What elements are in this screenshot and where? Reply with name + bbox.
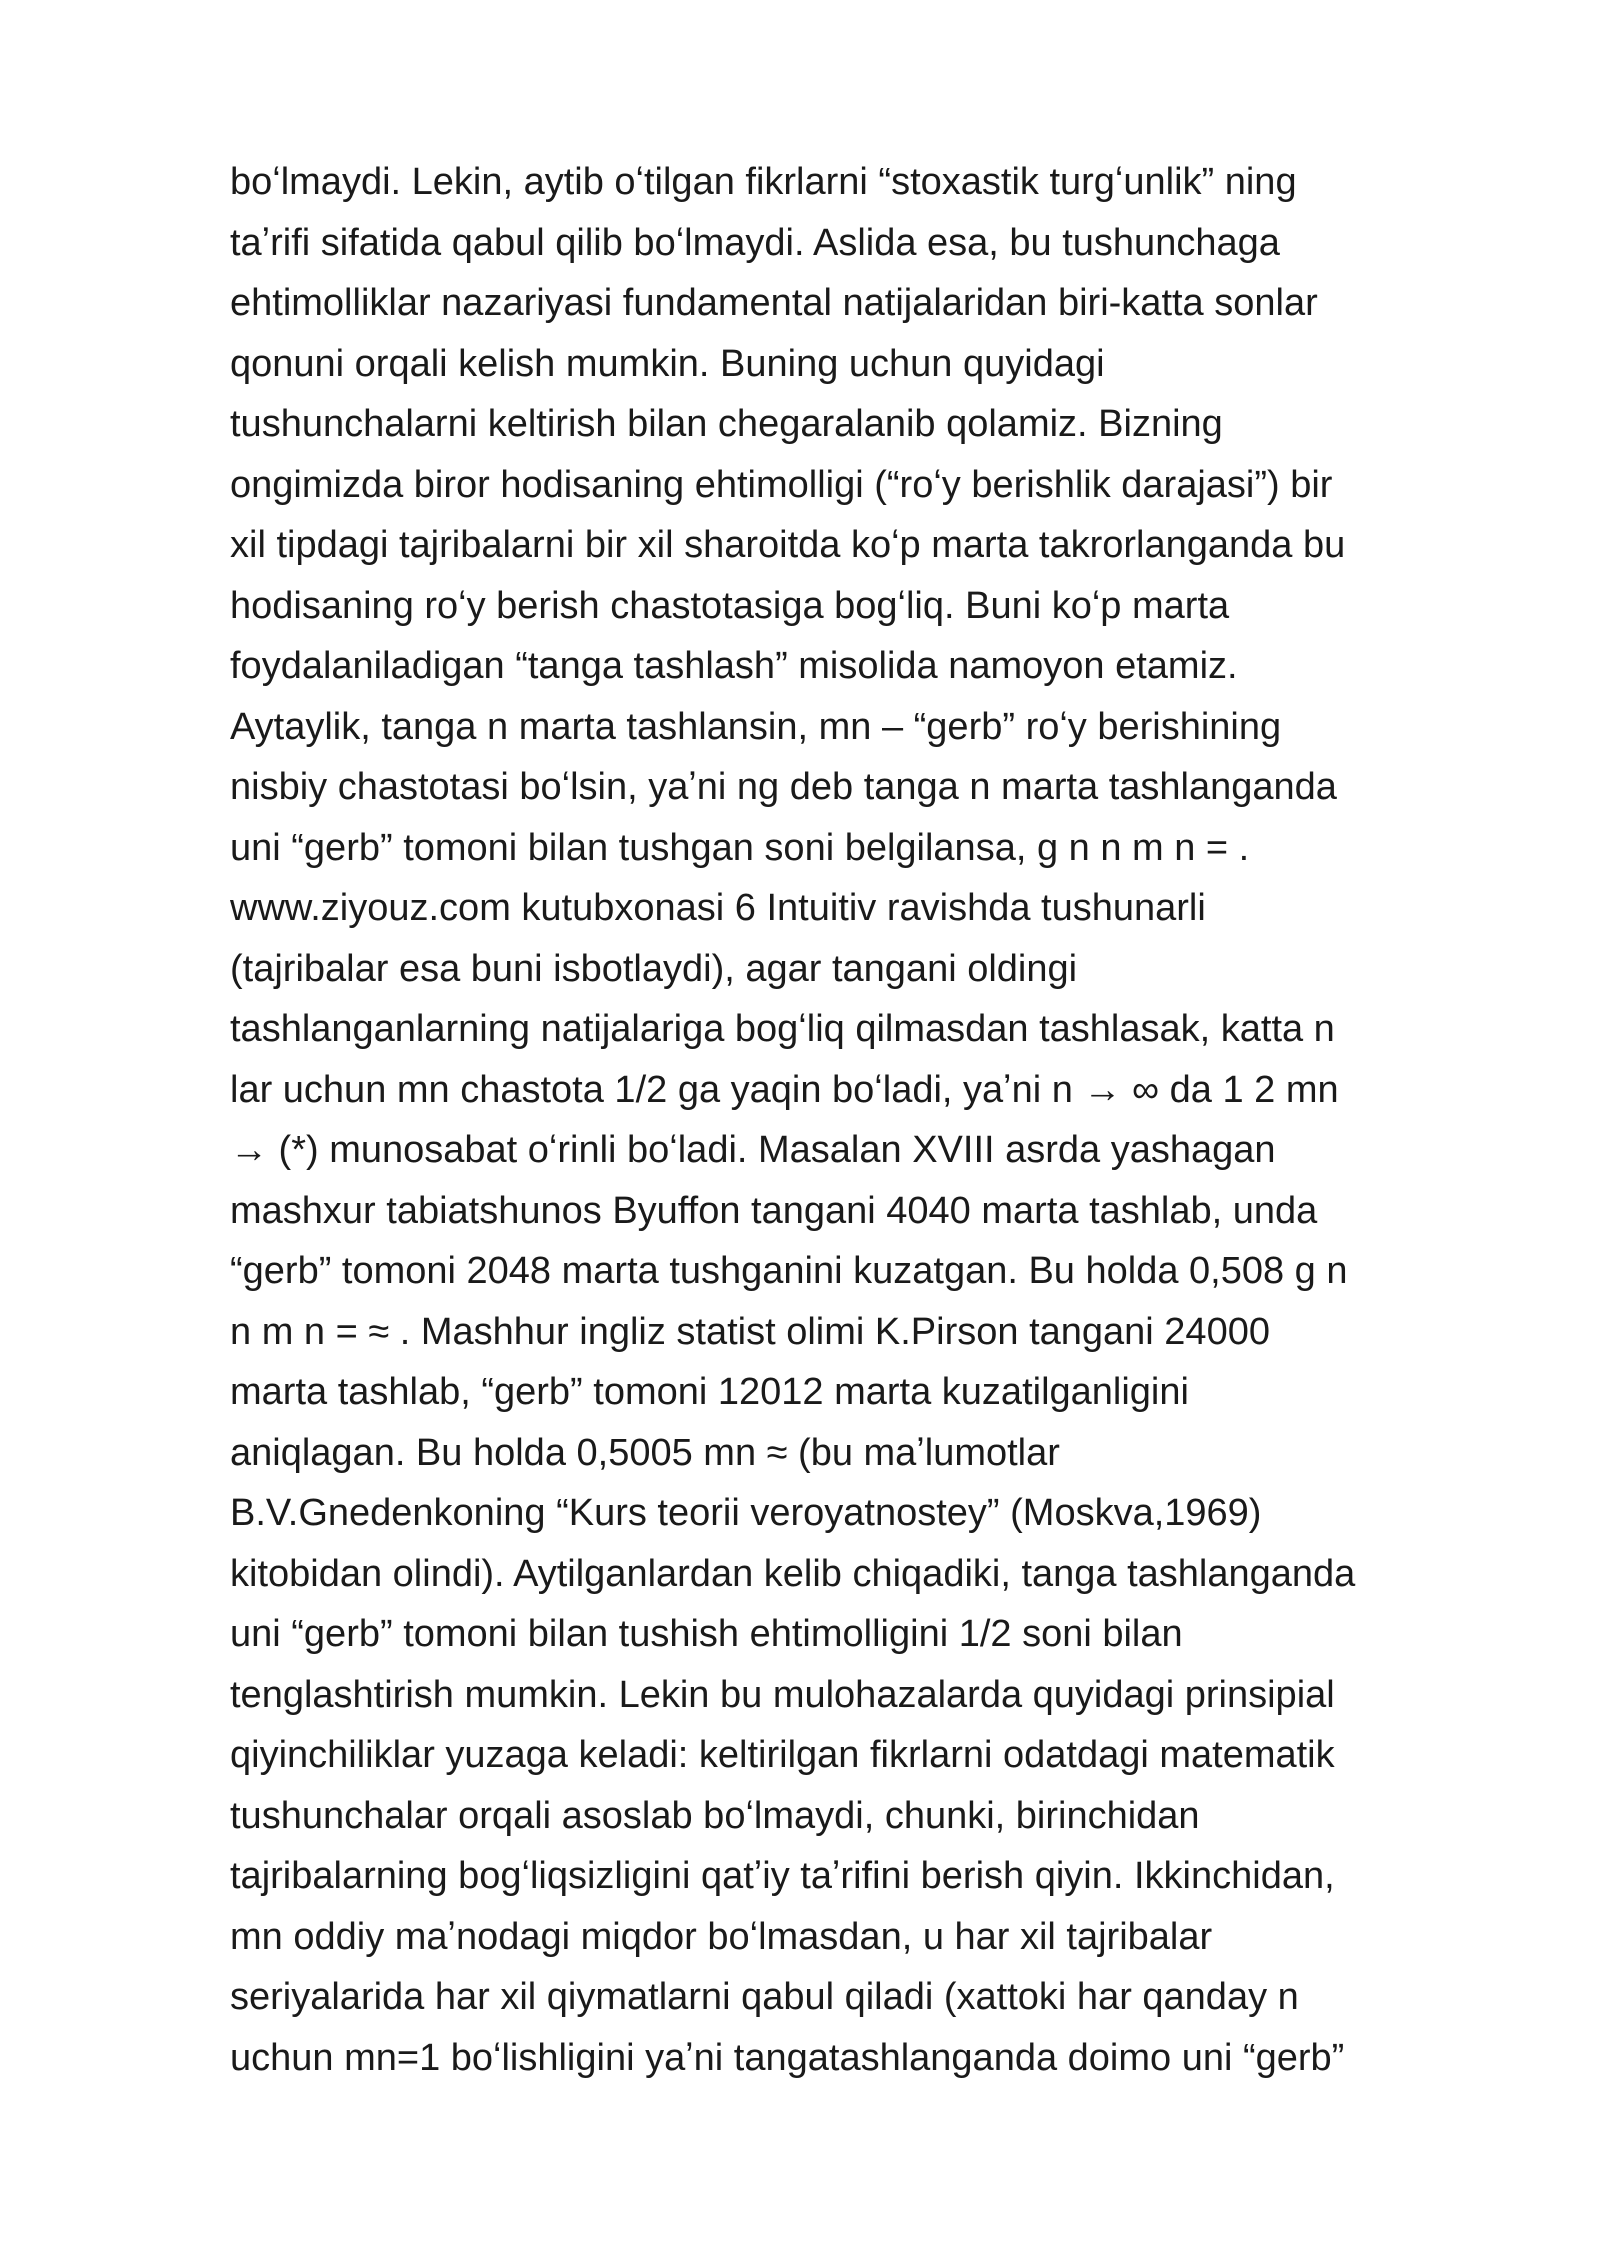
text-line: www.ziyouz.com kutubxonasi 6 Intuitiv ravishda tushunarli xyxy=(230,887,1206,929)
text-line: tajribalarning bogʻliqsizligini qatʼiy taʼrifini berish qiyin. Ikkinchidan, xyxy=(230,1855,1335,1897)
text-line: tushunchalar orqali asoslab boʻlmaydi, chunki, birinchidan xyxy=(230,1794,1200,1837)
text-line: tushunchalarni keltirish bilan chegaralanib qolamiz. Bizning xyxy=(230,403,1223,445)
text-line: seriyalarida har xil qiymatlarni qabul qiladi (xattoki har qanday n xyxy=(230,1976,1299,2018)
text-line: hodisaning roʻy berish chastotasiga bogʻliq. Buni koʻp marta xyxy=(230,584,1230,627)
text-line: B.V.Gnedenkoning “Kurs teorii veroyatnostey” (Moskva,1969) xyxy=(230,1492,1262,1534)
text-line: kitobidan olindi). Aytilganlardan kelib chiqadiki, tanga tashlanganda xyxy=(230,1552,1356,1595)
text-line: xil tipdagi tajribalarni bir xil sharoitda koʻp marta takrorlanganda bu xyxy=(230,524,1346,566)
text-line: mashxur tabiatshunos Byuffon tangani 4040 marta tashlab, unda xyxy=(230,1189,1318,1232)
text-line: foydalaniladigan “tanga tashlash” misolida namoyon etamiz. xyxy=(230,645,1238,687)
text-line: lar uchun mn chastota 1/2 ga yaqin boʻladi, yaʼni n → ∞ da 1 2 mn xyxy=(230,1068,1339,1111)
text-line: n m n = ≈ . Mashhur ingliz statist olimi K.Pirson tangani 24000 xyxy=(230,1310,1270,1353)
body-text xyxy=(230,152,1530,2088)
text-line: mn oddiy maʼnodagi miqdor boʻlmasdan, u har xil tajribalar xyxy=(230,1915,1213,1958)
text-line: Aytaylik, tanga n marta tashlansin, mn – “gerb” roʻy berishining xyxy=(230,705,1282,748)
text-line: qonuni orqali kelish mumkin. Buning uchun quyidagi xyxy=(230,342,1105,385)
text-line: nisbiy chastotasi boʻlsin, yaʼni ng deb tanga n marta tashlanganda xyxy=(230,766,1337,808)
text-line: aniqlagan. Bu holda 0,5005 mn ≈ (bu maʼlumotlar xyxy=(230,1431,1060,1474)
text-line: marta tashlab, “gerb” tomoni 12012 marta kuzatilganligini xyxy=(230,1371,1189,1413)
text-line: ehtimolliklar nazariyasi fundamental natijalaridan biri-katta sonlar xyxy=(230,282,1318,324)
text-line: qiyinchiliklar yuzaga keladi: keltirilgan fikrlarni odatdagi matematik xyxy=(230,1734,1335,1776)
text-line: tashlanganlarning natijalariga bogʻliq qilmasdan tashlasak, katta n xyxy=(230,1008,1335,1050)
text-line: uni “gerb” tomoni bilan tushgan soni belgilansa, g n n m n = . xyxy=(230,826,1250,869)
text-line: → (*) munosabat oʻrinli boʻladi. Masalan XVIII asrda yashagan xyxy=(230,1129,1276,1171)
text-line: tenglashtirish mumkin. Lekin bu mulohazalarda quyidagi prinsipial xyxy=(230,1673,1335,1716)
text-line: (tajribalar esa buni isbotlaydi), agar tangani oldingi xyxy=(230,947,1078,990)
text-line: uchun mn=1 boʻlishligini yaʼni tangatashlanganda doimo uni “gerb” xyxy=(230,2036,1345,2079)
text-line: ongimizda biror hodisaning ehtimolligi (“roʻy berishlik darajasi”) bir xyxy=(230,463,1333,506)
text-line: boʻlmaydi. Lekin, aytib oʻtilgan fikrlarni “stoxastik turgʻunlik” ning xyxy=(230,161,1297,203)
text-line: “gerb” tomoni 2048 marta tushganini kuzatgan. Bu holda 0,508 g n xyxy=(230,1250,1348,1292)
text-line: taʼrifi sifatida qabul qilib boʻlmaydi. Aslida esa, bu tushunchaga xyxy=(230,221,1280,264)
text-line: uni “gerb” tomoni bilan tushish ehtimolligini 1/2 soni bilan xyxy=(230,1613,1183,1655)
